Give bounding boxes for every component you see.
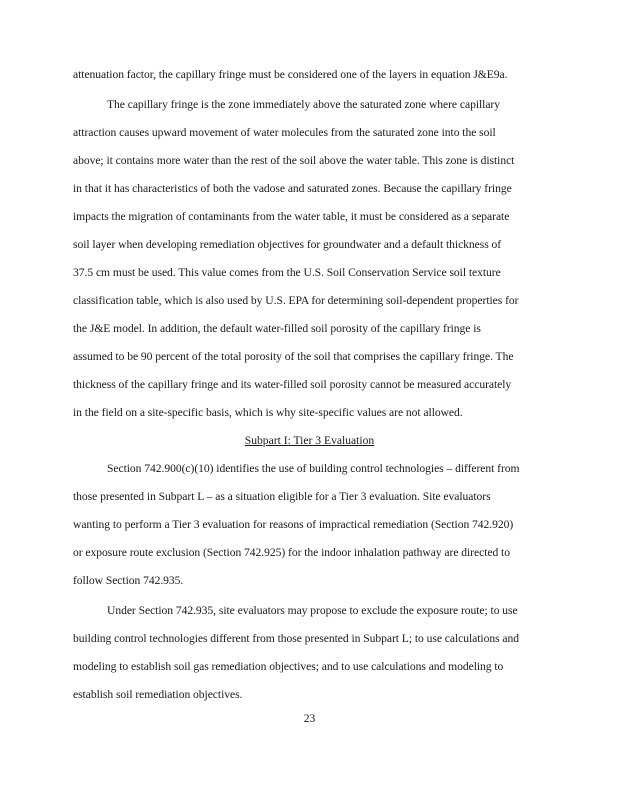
paragraph-4-line-4: establish soil remediation objectives.	[73, 688, 243, 701]
paragraph-2-line-10: assumed to be 90 percent of the total porosity of the soil that comprises the capillary fringe. The	[73, 350, 514, 363]
paragraph-4-line-3: modeling to establish soil gas remediation objectives; and to use calculations and modeling to	[73, 660, 504, 673]
paragraph-2-line-4: in that it has characteristics of both the vadose and saturated zones. Because the capillary fringe	[73, 182, 512, 195]
paragraph-2-line-12: in the field on a site-specific basis, which is why site-specific values are not allowed.	[73, 406, 463, 419]
paragraph-2-line-6: soil layer when developing remediation objectives for groundwater and a default thickness of	[73, 238, 502, 251]
paragraph-1-line-1: attenuation factor, the capillary fringe must be considered one of the layers in equation J&E9a.	[73, 68, 508, 81]
paragraph-2-line-5: impacts the migration of contaminants from the water table, it must be considered as a separate	[73, 210, 510, 223]
paragraph-3-line-1: Section 742.900(c)(10) identifies the use of building control technologies – different from	[107, 462, 520, 475]
paragraph-3-line-5: follow Section 742.935.	[73, 574, 184, 587]
paragraph-4-line-2: building control technologies different from those presented in Subpart L; to use calculations and	[73, 632, 519, 645]
paragraph-2-line-1: The capillary fringe is the zone immediately above the saturated zone where capillary	[107, 98, 500, 111]
paragraph-2-line-2: attraction causes upward movement of water molecules from the saturated zone into the soil	[73, 126, 496, 139]
paragraph-3-line-3: wanting to perform a Tier 3 evaluation for reasons of impractical remediation (Section 742.920)	[73, 518, 514, 531]
paragraph-2-line-8: classification table, which is also used by U.S. EPA for determining soil-dependent properties for	[73, 294, 519, 307]
paragraph-2-line-7: 37.5 cm must be used. This value comes from the U.S. Soil Conservation Service soil texture	[73, 266, 501, 279]
paragraph-2-line-3: above; it contains more water than the rest of the soil above the water table. This zone is distinct	[73, 154, 515, 167]
paragraph-3-line-4: or exposure route exclusion (Section 742.925) for the indoor inhalation pathway are directed to	[73, 546, 510, 559]
page-number: 23	[303, 712, 316, 725]
section-heading: Subpart I: Tier 3 Evaluation	[244, 434, 375, 447]
paragraph-3-line-2: those presented in Subpart L – as a situation eligible for a Tier 3 evaluation. Site evaluators	[73, 490, 491, 503]
paragraph-4-line-1: Under Section 742.935, site evaluators may propose to exclude the exposure route; to use	[107, 604, 518, 617]
paragraph-2-line-9: the J&E model. In addition, the default water-filled soil porosity of the capillary fringe is	[73, 322, 481, 335]
paragraph-2-line-11: thickness of the capillary fringe and its water-filled soil porosity cannot be measured accurately	[73, 378, 512, 391]
